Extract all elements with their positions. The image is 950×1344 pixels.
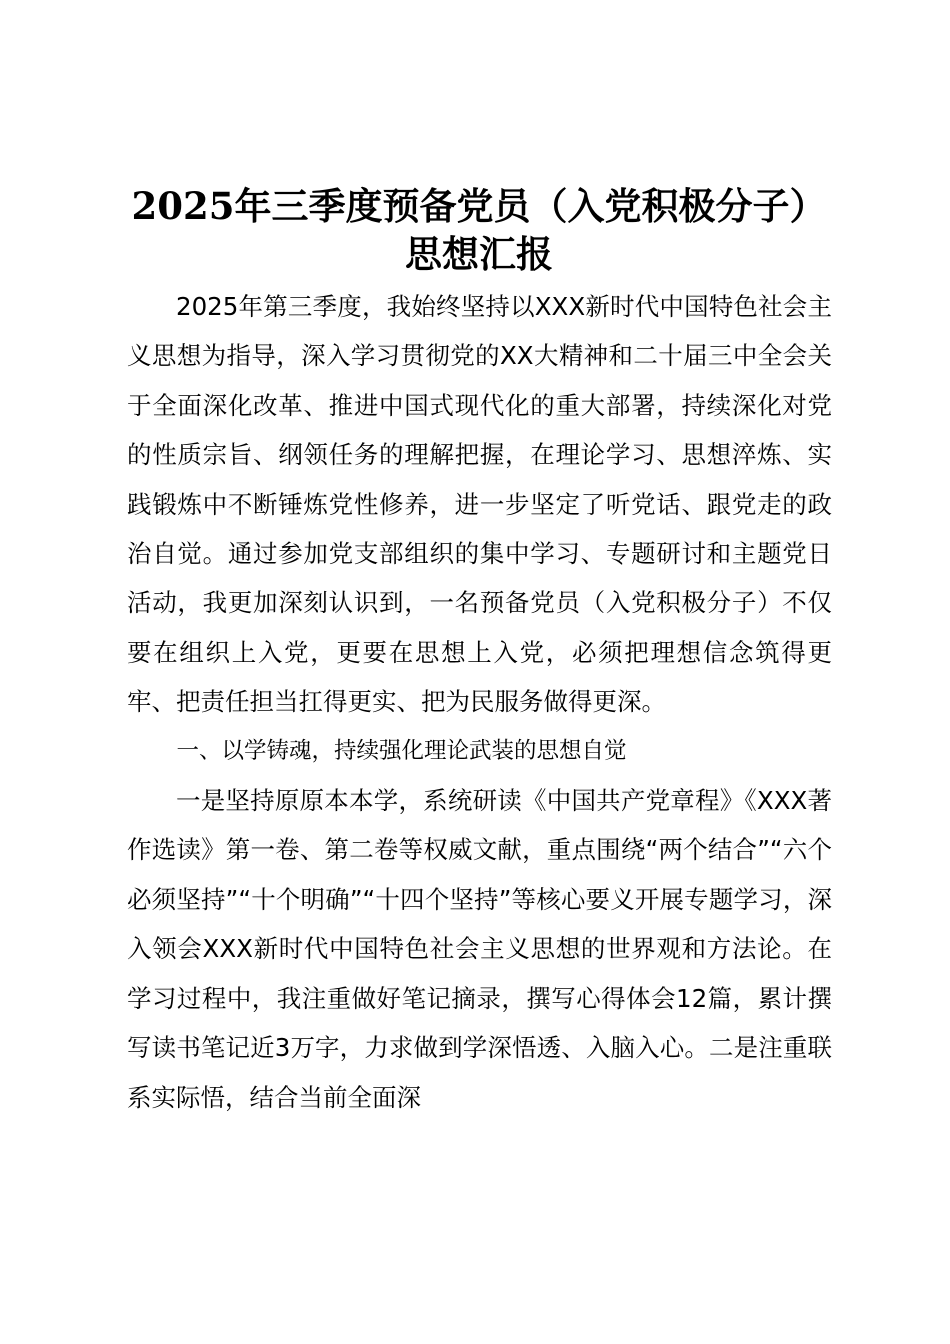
intro-paragraph: 2025年第三季度，我始终坚持以XXX新时代中国特色社会主义思想为指导，深入学习贯彻党的XX大精神和二十届三中全会关于全面深化改革、推进中国式现代化的重大部署，持续深化对党的性质宗旨、纲领任务的理解把握，在理论学习、思想淬炼、实践锻炼中不断锤炼党性修养，进一步坚定了听党话、跟党走的政治自觉。通过参加党支部组织的集中学习、专题研讨和主题党日活动，我更加深刻认识到，一名预备党员（入党积极分子）不仅要在组织上入党，更要在思想上入党，必须把理想信念筑得更牢、把责任担当扛得更实、把为民服务做得更深。 (127, 292, 832, 717)
section-heading: 一、以学铸魂，持续强化理论武装的思想自觉 (176, 737, 627, 764)
document-body (127, 282, 832, 1122)
document-title: 2025年三季度预备党员（入党积极分子）思想汇报 (131, 184, 827, 276)
section-paragraph: 一是坚持原原本本学，系统研读《中国共产党章程》《XXX著作选读》第一卷、第二卷等权威文献，重点围绕“两个结合”“六个必须坚持”“十个明确”“十四个坚持”等核心要义开展专题学习，深入领会XXX新时代中国特色社会主义思想的世界观和方法论。在学习过程中，我注重做好笔记摘录，撰写心得体会12篇，累计撰写读书笔记近3万字，力求做到学深悟透、入脑入心。二是注重联系实际悟，结合当前全面深 (127, 786, 832, 1112)
